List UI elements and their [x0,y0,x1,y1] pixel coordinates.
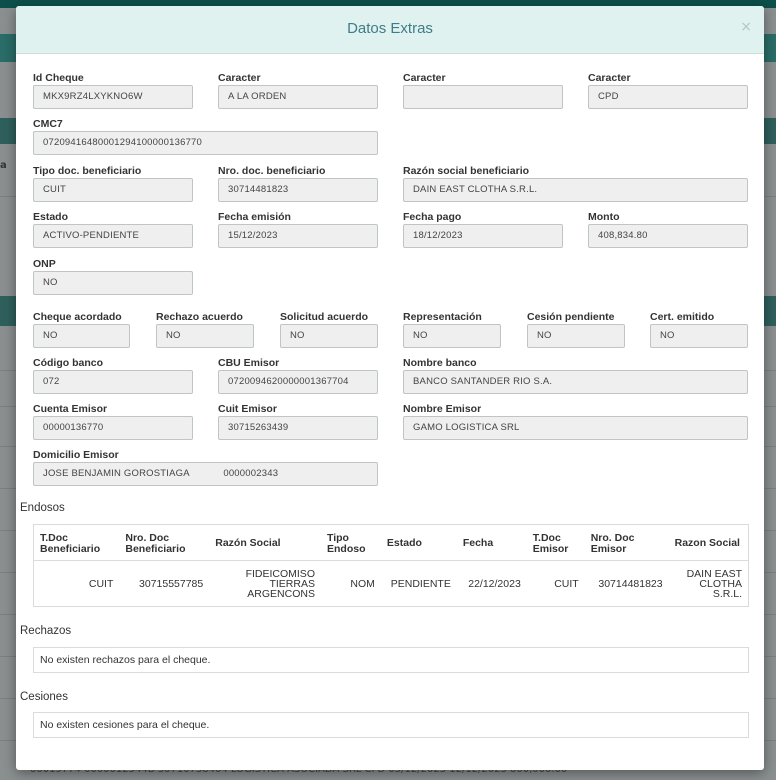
field-label: Caracter [588,72,631,84]
cheque-acordado-field [33,310,130,348]
field-label: Cheque acordado [33,311,122,323]
razon-social-beneficiario-field [403,164,748,202]
field-label: Nombre Emisor [403,403,482,415]
fecha-emision-input[interactable]: 15/12/2023 [218,224,378,248]
field-label: Cuit Emisor [218,403,277,415]
estado-field [33,210,193,248]
cesiones-section-title: Cesiones [20,691,68,703]
field-label: ONP [33,258,56,270]
field-label: Nro. doc. beneficiario [218,165,326,177]
table-row [34,561,749,607]
representacion-field [403,310,501,348]
col-nro-doc-beneficiario: Nro. Doc Beneficiario [119,525,209,561]
modal-body [16,54,764,770]
caracter-field-2 [403,71,563,109]
tipo-doc-beneficiario-input[interactable]: CUIT [33,178,193,202]
representacion-input[interactable]: NO [403,324,501,348]
cuit-emisor-field [218,402,378,440]
col-tdoc-emisor: T.Doc Emisor [527,525,585,561]
cmc7-input[interactable]: 07209416480001294100000136770 [33,131,378,155]
bg-left-text: a [0,160,7,171]
monto-input[interactable]: 408,834.80 [588,224,748,248]
cesion-pendiente-field [527,310,625,348]
field-label: Nombre banco [403,357,477,369]
fecha-pago-input[interactable]: 18/12/2023 [403,224,563,248]
field-label: Fecha pago [403,211,462,223]
caracter-field-3 [588,71,748,109]
field-label: Caracter [218,72,261,84]
nombre-banco-input[interactable]: BANCO SANTANDER RIO S.A. [403,370,748,394]
cesiones-empty-message: No existen cesiones para el cheque. [33,712,749,738]
col-razon-social: Razón Social [209,525,321,561]
cell-fecha: 22/12/2023 [468,577,521,590]
id-cheque-field [33,71,193,109]
nombre-emisor-field [403,402,748,440]
domicilio-emisor-field [33,448,378,486]
id-cheque-input[interactable]: MKX9RZ4LXYKNO6W [33,85,193,109]
field-label: Id Cheque [33,72,84,84]
fecha-pago-field [403,210,563,248]
monto-field [588,210,748,248]
field-label: Cesión pendiente [527,311,615,323]
estado-input[interactable]: ACTIVO-PENDIENTE [33,224,193,248]
rechazos-section-title: Rechazos [20,625,72,637]
col-estado: Estado [381,525,457,561]
col-razon-social-emisor: Razon Social [669,525,749,561]
cell-estado: PENDIENTE [390,577,451,590]
cuit-emisor-input[interactable]: 30715263439 [218,416,378,440]
nro-doc-beneficiario-field [218,164,378,202]
field-label: CMC7 [33,118,63,130]
rechazo-acuerdo-field [156,310,254,348]
domicilio-emisor-input[interactable]: JOSE BENJAMIN GOROSTIAGA 0000002343 [33,462,378,486]
table-header-row [34,525,749,561]
datos-extras-modal [16,6,764,770]
field-label: Solicitud acuerdo [280,311,369,323]
cell-razon-social: FIDEICOMISO TIERRAS ARGENCONS [245,567,315,600]
cell-nro-doc-emisor: 30714481823 [598,577,663,590]
caracter-input-1[interactable]: A LA ORDEN [218,85,378,109]
rechazos-empty-message: No existen rechazos para el cheque. [33,647,749,673]
nombre-banco-field [403,356,748,394]
field-label: Razón social beneficiario [403,165,530,177]
field-label: Tipo doc. beneficiario [33,165,142,177]
field-label: Monto [588,211,620,223]
onp-input[interactable]: NO [33,271,193,295]
field-label: Código banco [33,357,103,369]
cheque-acordado-input[interactable]: NO [33,324,130,348]
cert-emitido-input[interactable]: NO [650,324,748,348]
nombre-emisor-input[interactable]: GAMO LOGISTICA SRL [403,416,748,440]
onp-field [33,257,193,295]
cell-tdoc-beneficiario: CUIT [88,577,114,590]
field-label: Caracter [403,72,446,84]
cert-emitido-field [650,310,748,348]
caracter-input-3[interactable]: CPD [588,85,748,109]
codigo-banco-input[interactable]: 072 [33,370,193,394]
cell-nro-doc-beneficiario: 30715557785 [139,577,204,590]
cbu-emisor-input[interactable]: 0720094620000001367704 [218,370,378,394]
rechazo-acuerdo-input[interactable]: NO [156,324,254,348]
codigo-banco-field [33,356,193,394]
field-label: Cert. emitido [650,311,715,323]
fecha-emision-field [218,210,378,248]
field-label: Estado [33,211,69,223]
field-label: CBU Emisor [218,357,280,369]
endosos-section-title: Endosos [20,502,65,514]
field-label: Domicilio Emisor [33,449,119,461]
field-label: Cuenta Emisor [33,403,108,415]
razon-social-beneficiario-input[interactable]: DAIN EAST CLOTHA S.R.L. [403,178,748,202]
col-fecha: Fecha [457,525,527,561]
modal-header [16,6,764,54]
cuenta-emisor-field [33,402,193,440]
solicitud-acuerdo-input[interactable]: NO [280,324,378,348]
col-tipo-endoso: Tipo Endoso [321,525,381,561]
cell-tipo-endoso: NOM [350,577,375,590]
cuenta-emisor-input[interactable]: 00000136770 [33,416,193,440]
endosos-table [33,524,749,607]
cmc7-field [33,117,378,155]
nro-doc-beneficiario-input[interactable]: 30714481823 [218,178,378,202]
field-label: Representación [403,311,482,323]
close-icon[interactable]: × [740,19,752,35]
cbu-emisor-field [218,356,378,394]
solicitud-acuerdo-field [280,310,378,348]
field-label: Fecha emisión [218,211,291,223]
col-tdoc-beneficiario: T.Doc Beneficiario [34,525,120,561]
cesion-pendiente-input[interactable]: NO [527,324,625,348]
field-label: Rechazo acuerdo [156,311,243,323]
caracter-field-1 [218,71,378,109]
cell-tdoc-emisor: CUIT [554,577,579,590]
tipo-doc-beneficiario-field [33,164,193,202]
modal-title: Datos Extras [347,20,433,37]
cell-razon-social-emisor: DAIN EAST CLOTHA S.R.L. [686,567,742,600]
col-nro-doc-emisor: Nro. Doc Emisor [585,525,669,561]
caracter-input-2[interactable] [403,85,563,109]
